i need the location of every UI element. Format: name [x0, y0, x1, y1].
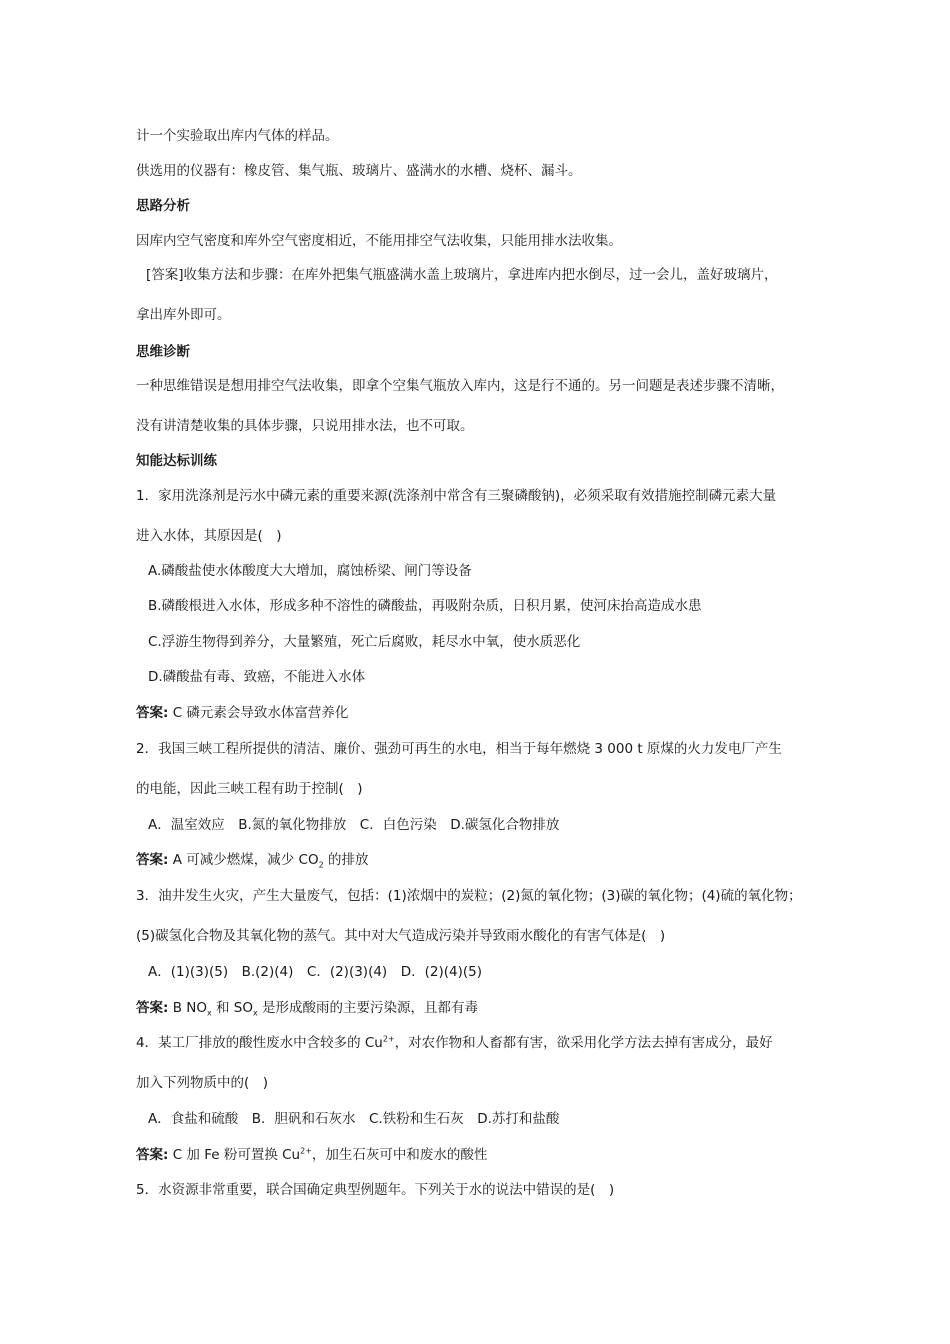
question-1-line-2: 进入水体，其原因是( ) [136, 528, 282, 544]
answer-2-text: A 可减少燃煤，减少 CO [168, 852, 319, 868]
answer-line-1: [答案]收集方法和步骤：在库外把集气瓶盛满水盖上玻璃片，拿进库内把水倒尽，过一会儿，盖好玻璃片， [146, 267, 778, 283]
question-1-line-1: 1．家用洗涤剂是污水中磷元素的重要来源(洗涤剂中常含有三聚磷酸钠)，必须采取有效措施控制磷元素大量 [136, 488, 777, 504]
answer-4-superscript: 2+ [300, 1146, 312, 1156]
heading-siluo-fenxi: 思路分析 [136, 198, 190, 214]
answer-3-text: B NO [168, 1000, 207, 1016]
question-4-text: 4．某工厂排放的酸性废水中含较多的 Cu [136, 1035, 383, 1051]
answer-3 [136, 999, 478, 1017]
question-4-text-end: ，对农作物和人畜都有害，欲采用化学方法去掉有害成分，最好 [394, 1035, 773, 1051]
answer-label: 答案: [136, 705, 169, 721]
question-4-line-2: 加入下列物质中的( ) [136, 1075, 269, 1091]
answer-label: 答案: [136, 1147, 169, 1163]
answer-1-text: C 磷元素会导致水体富营养化 [168, 705, 349, 721]
paragraph-diagnosis-1: 一种思维错误是想用排空气法收集，即拿个空集气瓶放入库内，这是行不通的。另一问题是表述步骤不清晰， [136, 378, 784, 394]
answer-3-text-end: 是形成酸雨的主要污染源，且都有毒 [257, 1000, 479, 1016]
question-4-line-1 [136, 1034, 773, 1052]
answer-2 [136, 851, 368, 869]
question-2-options: A．温室效应 B.氮的氧化物排放 C．白色污染 D.碳氢化合物排放 [148, 817, 560, 833]
heading-siwei-zhenduan: 思维诊断 [136, 344, 190, 360]
answer-label: 答案: [136, 1000, 169, 1016]
answer-line-2: 拿出库外即可。 [136, 307, 231, 323]
answer-4 [136, 1146, 487, 1164]
question-2-line-2: 的电能，因此三峡工程有助于控制( ) [136, 781, 363, 797]
question-1-option-b: B.磷酸根进入水体，形成多种不溶性的磷酸盐，再吸附杂质，日积月累，使河床抬高造成水患 [148, 598, 702, 614]
question-3-line-2: (5)碳氢化合物及其氧化物的蒸气。其中对大气造成污染并导致雨水酸化的有害气体是( ) [136, 928, 666, 944]
answer-4-text-end: ，加生石灰可中和废水的酸性 [311, 1147, 488, 1163]
paragraph-analysis: 因库内空气密度和库外空气密度相近，不能用排空气法收集，只能用排水法收集。 [136, 233, 622, 249]
answer-label: 答案: [136, 852, 169, 868]
paragraph-instruments: 供选用的仪器有：橡皮管、集气瓶、玻璃片、盛满水的水槽、烧杯、漏斗。 [136, 163, 582, 179]
question-3-options: A．(1)(3)(5) B.(2)(4) C．(2)(3)(4) D．(2)(4)(5) [148, 964, 482, 980]
answer-4-text: C 加 Fe 粉可置换 Cu [168, 1147, 301, 1163]
paragraph-diagnosis-2: 没有讲清楚收集的具体步骤，只说用排水法，也不可取。 [136, 418, 474, 434]
question-4-options: A．食盐和硫酸 B．胆矾和石灰水 C.铁粉和生石灰 D.苏打和盐酸 [148, 1111, 560, 1127]
answer-3-subscript-2: x [253, 1008, 258, 1018]
answer-2-subscript: 2 [318, 860, 324, 870]
paragraph-intro-end: 计一个实验取出库内气体的样品。 [136, 128, 339, 144]
answer-1 [136, 704, 348, 722]
question-5-line-1: 5．水资源非常重要，联合国确定典型例题年。下列关于水的说法中错误的是( ) [136, 1182, 615, 1198]
question-3-line-1: 3．油井发生火灾，产生大量废气，包括：(1)浓烟中的炭粒；(2)氮的氧化物；(3)碳的氧化物；(4)硫的氧化物； [136, 888, 802, 904]
question-1-option-a: A.磷酸盐使水体酸度大大增加，腐蚀桥梁、闸门等设备 [148, 563, 472, 579]
answer-3-text-mid: 和 SO [211, 1000, 253, 1016]
answer-2-text-end: 的排放 [323, 852, 369, 868]
question-1-option-d: D.磷酸盐有毒、致癌，不能进入水体 [148, 669, 366, 685]
question-1-option-c: C.浮游生物得到养分，大量繁殖，死亡后腐败，耗尽水中氧，使水质恶化 [148, 634, 581, 650]
answer-3-subscript-1: x [206, 1008, 212, 1018]
question-2-line-1: 2．我国三峡工程所提供的清洁、廉价、强劲可再生的水电，相当于每年燃烧 3 000 t 原煤的火力发电厂产生 [136, 741, 782, 757]
question-4-superscript: 2+ [382, 1034, 395, 1044]
heading-zhineng-dabiao: 知能达标训练 [136, 453, 217, 469]
